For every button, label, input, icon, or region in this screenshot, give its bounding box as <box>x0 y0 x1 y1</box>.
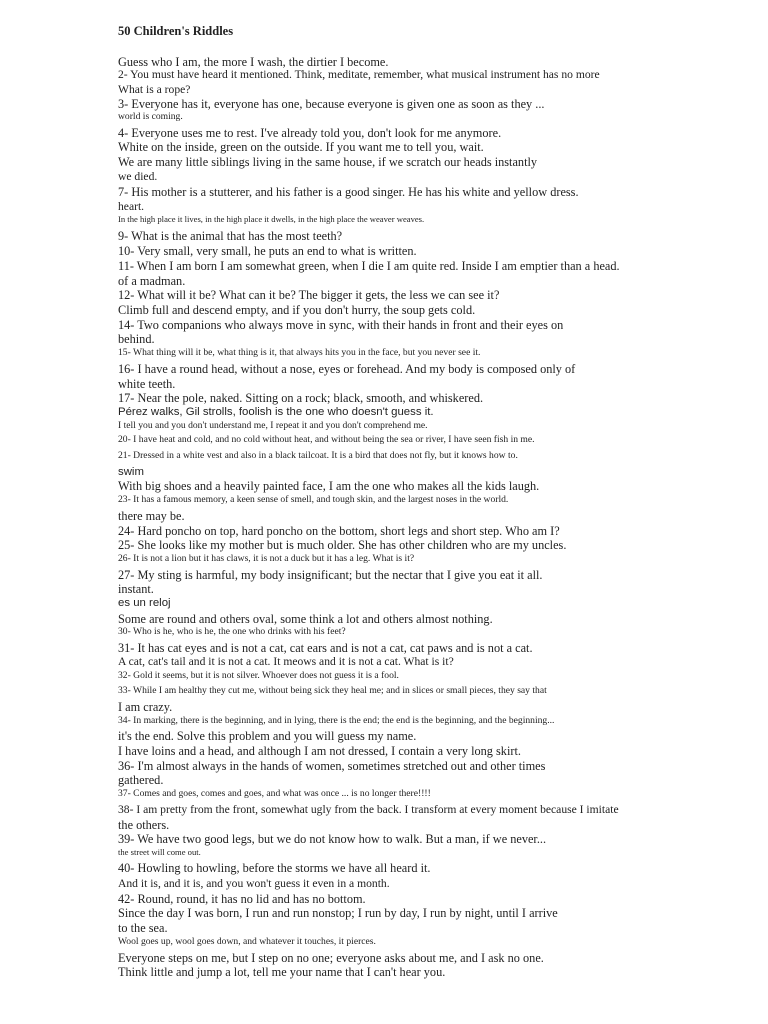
document-title: 50 Children's Riddles <box>118 24 234 38</box>
riddle-line: 16- I have a round head, without a nose, eyes or forehead. And my body is composed only of <box>118 362 576 376</box>
riddle-line: world is coming. <box>118 111 183 122</box>
riddle-line: 40- Howling to howling, before the storms we have all heard it. <box>118 861 431 875</box>
riddle-line: 11- When I am born I am somewhat green, when I die I am quite red. Inside I am emptier than a head. <box>118 259 620 273</box>
riddle-line: 31- It has cat eyes and is not a cat, cat ears and is not a cat, cat paws and is not a cat. <box>118 641 533 655</box>
riddle-line: 4- Everyone uses me to rest. I've already told you, don't look for me anymore. <box>118 126 502 140</box>
riddle-line: And it is, and it is, and you won't guess it even in a month. <box>118 877 390 890</box>
riddle-line: Think little and jump a lot, tell me your name that I can't hear you. <box>118 965 446 979</box>
riddle-line: heart. <box>118 200 145 213</box>
riddle-line: 39- We have two good legs, but we do not know how to walk. But a man, if we never... <box>118 832 547 846</box>
riddle-line: instant. <box>118 582 154 596</box>
riddle-line: 7- His mother is a stutterer, and his father is a good singer. He has his white and yellow dress. <box>118 185 579 199</box>
riddle-line: 33- While I am healthy they cut me, without being sick they heal me; and in slices or small pieces, they say that <box>118 685 547 696</box>
riddle-line: Everyone steps on me, but I step on no one; everyone asks about me, and I ask no one. <box>118 951 544 965</box>
riddle-line: 15- What thing will it be, what thing is it, that always hits you in the face, but you never see it. <box>118 347 481 358</box>
riddle-line: there may be. <box>118 509 185 523</box>
riddle-line: the others. <box>118 818 170 832</box>
riddle-line: 27- My sting is harmful, my body insignificant; but the nectar that I give you eat it all. <box>118 568 543 582</box>
riddle-line: 3- Everyone has it, everyone has one, because everyone is given one as soon as they ... <box>118 97 545 111</box>
riddle-line: Pérez walks, Gil strolls, foolish is the one who doesn't guess it. <box>118 406 434 418</box>
riddle-line: In the high place it lives, in the high place it dwells, in the high place the weaver weaves. <box>118 214 425 224</box>
riddle-line: 9- What is the animal that has the most teeth? <box>118 229 343 243</box>
riddle-line: behind. <box>118 332 155 346</box>
riddle-line: the street will come out. <box>118 847 201 857</box>
riddle-line: I tell you and you don't understand me, I repeat it and you don't comprehend me. <box>118 420 428 431</box>
riddle-line: 21- Dressed in a white vest and also in a black tailcoat. It is a bird that does not fly, but it knows how to. <box>118 450 518 461</box>
riddle-line: of a madman. <box>118 274 186 288</box>
riddle-line: Since the day I was born, I run and run nonstop; I run by day, I run by night, until I arrive <box>118 906 558 920</box>
riddle-line: gathered. <box>118 773 164 787</box>
riddle-line: 34- In marking, there is the beginning, and in lying, there is the end; the end is the beginning, and the beginning... <box>118 715 555 726</box>
riddle-line: 14- Two companions who always move in sync, with their hands in front and their eyes on <box>118 318 564 332</box>
riddle-line: With big shoes and a heavily painted face, I am the one who makes all the kids laugh. <box>118 479 540 493</box>
riddle-line: I have loins and a head, and although I am not dressed, I contain a very long skirt. <box>118 744 521 758</box>
riddle-line: white teeth. <box>118 377 176 391</box>
riddle-line: we died. <box>118 170 158 183</box>
riddle-line: 25- She looks like my mother but is much older. She has other children who are my uncles. <box>118 538 567 552</box>
riddle-line: Some are round and others oval, some think a lot and others almost nothing. <box>118 612 493 626</box>
riddle-line: We are many little siblings living in the same house, if we scratch our heads instantly <box>118 155 538 169</box>
riddle-line: es un reloj <box>118 597 171 609</box>
riddle-line: Wool goes up, wool goes down, and whatever it touches, it pierces. <box>118 936 376 947</box>
riddle-line: What is a rope? <box>118 83 191 96</box>
riddle-line: 32- Gold it seems, but it is not silver. Whoever does not guess it is a fool. <box>118 670 399 681</box>
riddle-line: 30- Who is he, who is he, the one who drinks with his feet? <box>118 626 346 637</box>
riddle-line: 20- I have heat and cold, and no cold without heat, and without being the sea or river, I have seen fish in me. <box>118 434 535 445</box>
riddle-line: Guess who I am, the more I wash, the dirtier I become. <box>118 55 389 69</box>
riddle-line: to the sea. <box>118 921 168 935</box>
riddle-line: 23- It has a famous memory, a keen sense of smell, and tough skin, and the largest noses in the world. <box>118 494 509 505</box>
riddle-line: 36- I'm almost always in the hands of women, sometimes stretched out and other times <box>118 759 546 773</box>
riddle-line: swim <box>118 466 144 478</box>
riddle-line: I am crazy. <box>118 700 173 714</box>
riddle-line: 42- Round, round, it has no lid and has no bottom. <box>118 892 366 906</box>
riddle-line: 37- Comes and goes, comes and goes, and what was once ... is no longer there!!!! <box>118 788 431 799</box>
riddle-line: Climb full and descend empty, and if you don't hurry, the soup gets cold. <box>118 303 476 317</box>
riddle-line: 10- Very small, very small, he puts an end to what is written. <box>118 244 417 258</box>
riddle-line: 17- Near the pole, naked. Sitting on a rock; black, smooth, and whiskered. <box>118 391 484 405</box>
riddle-line: it's the end. Solve this problem and you will guess my name. <box>118 729 417 743</box>
riddle-line: 26- It is not a lion but it has claws, it is not a duck but it has a leg. What is it? <box>118 553 415 564</box>
riddle-line: 12- What will it be? What can it be? The bigger it gets, the less we can see it? <box>118 288 500 302</box>
riddle-line: 24- Hard poncho on top, hard poncho on the bottom, short legs and short step. Who am I? <box>118 524 560 538</box>
riddle-line: White on the inside, green on the outside. If you want me to tell you, wait. <box>118 140 484 154</box>
riddle-line: A cat, cat's tail and it is not a cat. It meows and it is not a cat. What is it? <box>118 655 454 668</box>
riddle-line: 38- I am pretty from the front, somewhat ugly from the back. I transform at every moment because I imitate <box>118 803 619 816</box>
riddle-line: 2- You must have heard it mentioned. Think, meditate, remember, what musical instrument has no more <box>118 68 600 81</box>
